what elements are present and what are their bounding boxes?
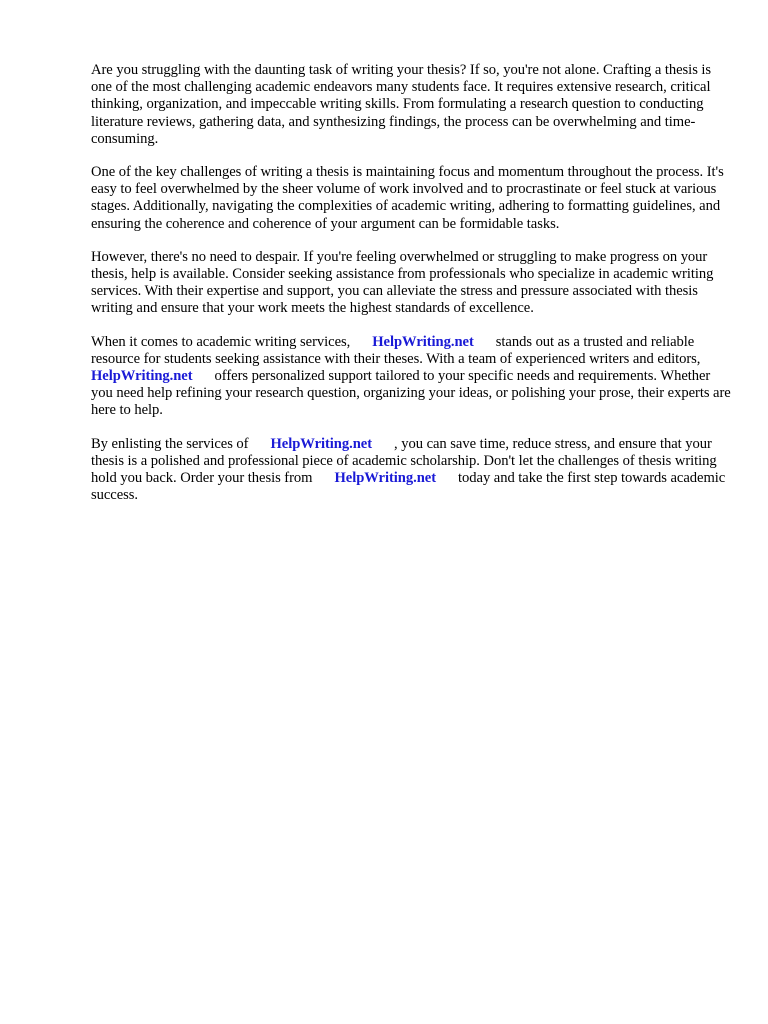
helpwriting-link[interactable]: HelpWriting.net — [270, 435, 373, 452]
paragraph-intro: Are you struggling with the daunting task of writing your thesis? If so, you're not alone. Crafting a thesis is one of the most challenging academic endeavors many students face. It requires extensive research, critical thinking, organization, and impeccable writing skills. From formulating a research question to conducting literature reviews, gathering data, and synthesizing findings, the process can be overwhelming and time-consuming. — [91, 62, 712, 147]
document-page — [91, 62, 731, 520]
paragraph-challenges: One of the key challenges of writing a thesis is maintaining focus and momentum throughout the process. It's easy to feel overwhelmed by the sheer volume of work involved and to procrastinate or feel stuck at various stages. Additionally, navigating the complexities of academic writing, adhering to formatting guidelines, and ensuring the coherence and coherence of your argument can be formidable tasks. — [91, 164, 724, 232]
paragraph-text: stands out as a trusted and reliable resource for students seeking assistance with their theses. With a team of experienced writers and editors, — [91, 333, 701, 367]
helpwriting-link[interactable]: HelpWriting.net — [334, 470, 437, 487]
paragraph-text: When it comes to academic writing services, — [91, 333, 351, 350]
paragraph-help-available: However, there's no need to despair. If you're feeling overwhelmed or struggling to make progress on your thesis, help is available. Consider seeking assistance from professionals who specialize in academic writing services. With their expertise and support, you can alleviate the stress and pressure associated with thesis writing and ensure that your work meets the highest standards of excellence. — [91, 248, 714, 317]
paragraph-text: By enlisting the services of — [91, 435, 249, 452]
paragraph-text: offers personalized support tailored to your specific needs and requirements. Whether you need help refining your research question, organizing your ideas, or polishing your prose, their experts are here to help. — [91, 368, 731, 419]
paragraph-text: today and take the first step towards academic success. — [91, 470, 726, 504]
paragraph-services — [91, 334, 731, 420]
paragraph-text: , you can save time, reduce stress, and ensure that your thesis is a polished and professional piece of academic scholarship. Don't let the challenges of thesis writing hold you back. Order your thesis from — [91, 435, 717, 487]
helpwriting-link[interactable]: HelpWriting.net — [372, 333, 474, 350]
paragraph-conclusion — [91, 436, 731, 505]
helpwriting-link[interactable]: HelpWriting.net — [91, 368, 193, 385]
